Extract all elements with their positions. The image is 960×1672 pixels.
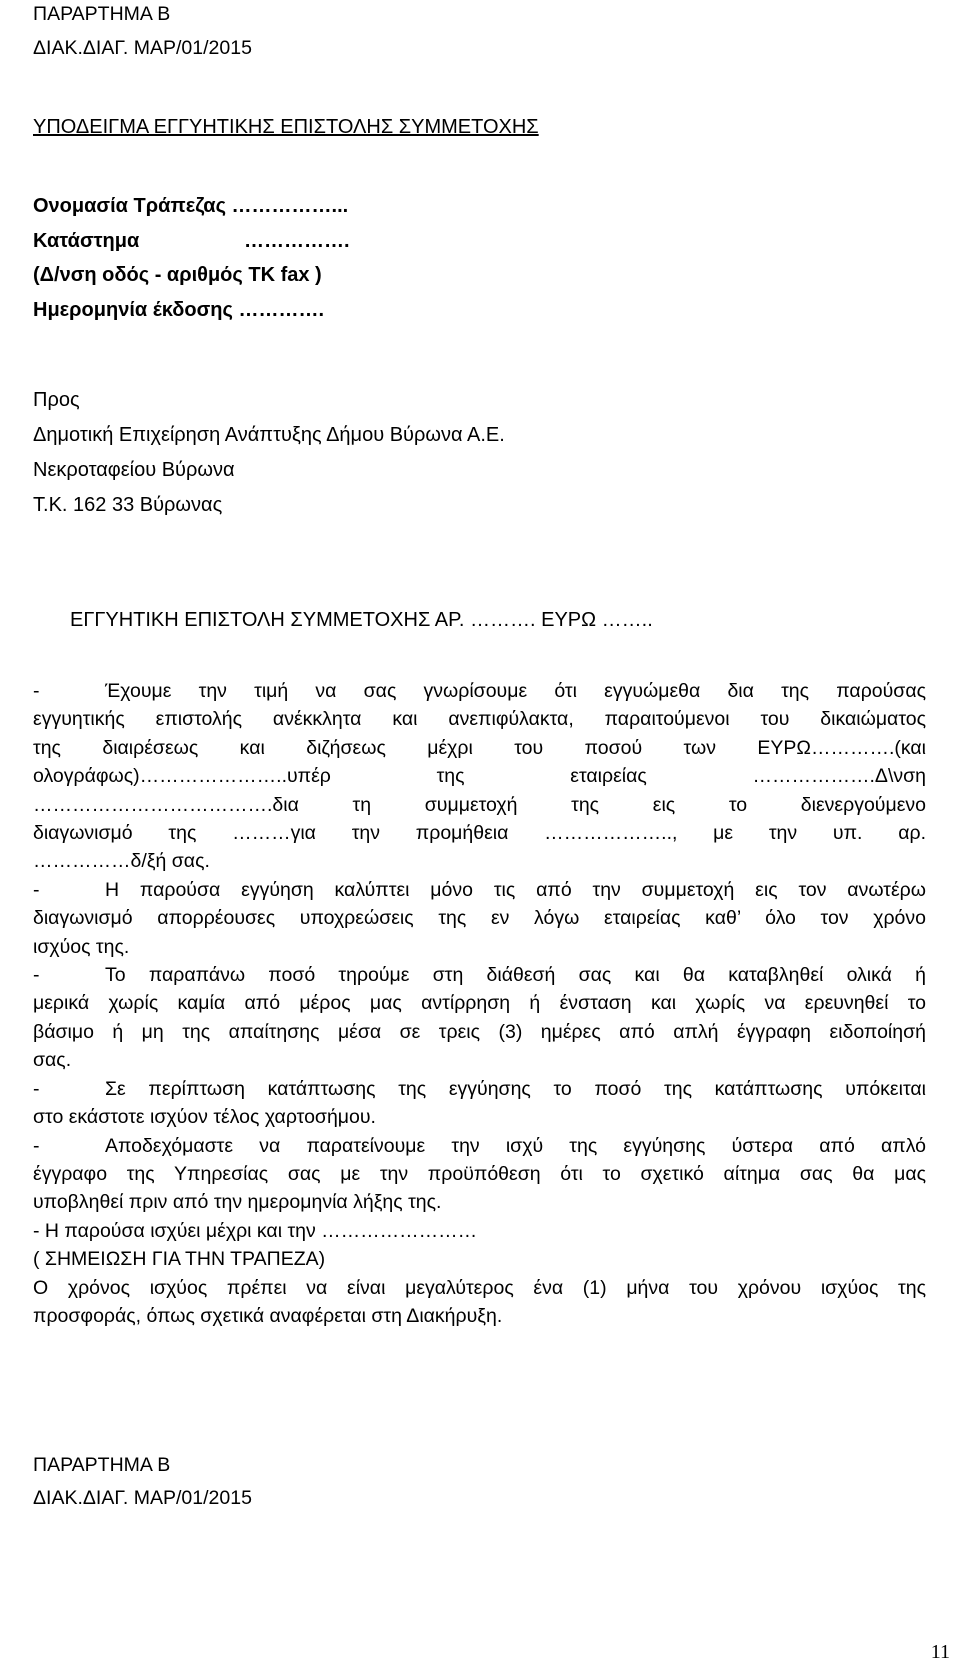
recipient-postal: Τ.Κ. 162 33 Βύρωνας bbox=[33, 494, 223, 516]
body-line bbox=[33, 819, 926, 847]
recipient-street: Νεκροταφείου Βύρωνα bbox=[33, 459, 235, 481]
recipient-to: Προς bbox=[33, 389, 80, 411]
bullet-dash: - bbox=[33, 1077, 40, 1100]
body-line bbox=[33, 933, 926, 961]
body-line-text: βάσιμο ή μη της απαίτησης μέσα σε τρεις (3) ημέρες από απλή έγγραφη ειδοποίησή bbox=[33, 1020, 926, 1043]
body-line bbox=[33, 1274, 926, 1302]
footer-reference: ΔΙΑΚ.ΔΙΑΓ. ΜΑΡ/01/2015 bbox=[33, 1487, 252, 1509]
body-line bbox=[33, 734, 926, 762]
body-line-text: Η παρούσα εγγύηση καλύπτει μόνο τις από την συμμετοχή εις τον ανωτέρω bbox=[105, 878, 926, 901]
bullet-dash: - bbox=[33, 680, 40, 702]
body-line bbox=[33, 1302, 926, 1330]
header-annex: ΠΑΡΑΡΤΗΜΑ Β bbox=[33, 3, 171, 25]
document-title: ΥΠΟΔΕΙΓΜΑ ΕΓΓΥΗΤΙΚΗΣ ΕΠΙΣΤΟΛΗΣ ΣΥΜΜΕΤΟΧΗΣ bbox=[33, 116, 539, 138]
body-line bbox=[33, 961, 926, 989]
bank-address: (Δ/νση οδός - αριθμός ΤΚ fax ) bbox=[33, 264, 322, 286]
body-line-text: Ο χρόνος ισχύος πρέπει να είναι μεγαλύτερος ένα (1) μήνα του χρόνου ισχύος της bbox=[33, 1276, 926, 1299]
body-line-text: στο εκάστοτε ισχύον τέλος χαρτοσήμου. bbox=[33, 1106, 376, 1129]
body-line bbox=[33, 1217, 926, 1245]
body-line-text: διαγωνισμό απορρέουσες υποχρεώσεις της εν λόγω εταιρείας καθ’ όλο τον χρόνο bbox=[33, 907, 926, 930]
body-line bbox=[33, 1018, 926, 1046]
body-line bbox=[33, 1132, 926, 1160]
letter-body bbox=[33, 677, 926, 1330]
body-line bbox=[33, 989, 926, 1017]
body-line-text: εγγυητικής επιστολής ανέκκλητα και ανεπιφύλακτα, παραιτούμενοι του δικαιώματος bbox=[33, 708, 926, 731]
body-line-text: ( ΣΗΜΕΙΩΣΗ ΓΙΑ ΤΗΝ ΤΡΑΠΕΖΑ) bbox=[33, 1248, 326, 1271]
body-line-text: ……………δ/ξή σας. bbox=[33, 850, 210, 873]
body-line bbox=[33, 1075, 926, 1103]
body-line-text: μερικά χωρίς καμία από μέρος μας αντίρρηση ή ένσταση και χωρίς να ερευνηθεί το bbox=[33, 992, 926, 1015]
body-line-text: σας. bbox=[33, 1049, 72, 1072]
bullet-dash: - bbox=[33, 878, 40, 901]
bank-branch-value: ……………. bbox=[244, 230, 350, 252]
body-line bbox=[33, 1160, 926, 1188]
body-line-text: έγγραφο της Υπηρεσίας σας με την προϋπόθεση ότι το σχετικό αίτημα σας θα μας bbox=[33, 1162, 926, 1185]
body-line bbox=[33, 847, 926, 875]
bank-name: Ονομασία Τράπεζας ……………... bbox=[33, 195, 349, 217]
page-number: 11 bbox=[930, 1641, 950, 1663]
guarantee-title: ΕΓΓΥΗΤΙΚΗ ΕΠΙΣΤΟΛΗ ΣΥΜΜΕΤΟΧΗΣ ΑΡ. ………. ΕΥΡΩ …….. bbox=[70, 609, 653, 631]
body-line-text: Έχουμε την τιμή να σας γνωρίσουμε ότι εγγυώμεθα δια της παρούσας bbox=[105, 680, 926, 702]
body-line-text: προσφοράς, όπως σχετικά αναφέρεται στη Διακήρυξη. bbox=[33, 1304, 503, 1327]
body-line-text: - Η παρούσα ισχύει μέχρι και την …………………… bbox=[33, 1219, 478, 1242]
body-line bbox=[33, 762, 926, 790]
body-line bbox=[33, 1103, 926, 1131]
body-line-text: ολογράφως)…………………..υπέρ της εταιρείας ……………….Δ\νση bbox=[33, 765, 926, 788]
recipient-organization: Δημοτική Επιχείρηση Ανάπτυξης Δήμου Βύρωνα Α.Ε. bbox=[33, 424, 505, 446]
body-line-text: διαγωνισμό της ………για την προμήθεια ……………….., με την υπ. αρ. bbox=[33, 822, 926, 845]
body-line-text: Το παραπάνω ποσό τηρούμε στη διάθεσή σας και θα καταβληθεί ολικά ή bbox=[105, 964, 926, 987]
body-line-text: Αποδεχόμαστε να παρατείνουμε την ισχύ της εγγύησης ύστερα από απλό bbox=[105, 1134, 926, 1157]
bullet-dash: - bbox=[33, 1134, 40, 1157]
bank-branch-label: Κατάστημα bbox=[33, 230, 140, 252]
body-line bbox=[33, 876, 926, 904]
body-line bbox=[33, 1188, 926, 1216]
issue-date: Ημερομηνία έκδοσης …………. bbox=[33, 299, 325, 321]
body-line bbox=[33, 677, 926, 705]
body-line-text: υποβληθεί πριν από την ημερομηνία λήξης της. bbox=[33, 1191, 442, 1214]
footer-annex: ΠΑΡΑΡΤΗΜΑ Β bbox=[33, 1454, 171, 1476]
body-line bbox=[33, 1046, 926, 1074]
body-line bbox=[33, 791, 926, 819]
body-line-text: Σε περίπτωση κατάπτωσης της εγγύησης το ποσό της κατάπτωσης υπόκειται bbox=[105, 1077, 926, 1100]
bullet-dash: - bbox=[33, 964, 40, 987]
header-reference: ΔΙΑΚ.ΔΙΑΓ. ΜΑΡ/01/2015 bbox=[33, 37, 252, 59]
body-line-text: ……………………………….δια τη συμμετοχή της εις το διενεργούμενο bbox=[33, 793, 926, 816]
body-line-text: ισχύος της. bbox=[33, 935, 130, 958]
body-line bbox=[33, 904, 926, 932]
body-line bbox=[33, 1245, 926, 1273]
body-line bbox=[33, 705, 926, 733]
body-line-text: της διαιρέσεως και διζήσεως μέχρι του ποσού των ΕΥΡΩ………….(και bbox=[33, 736, 926, 759]
